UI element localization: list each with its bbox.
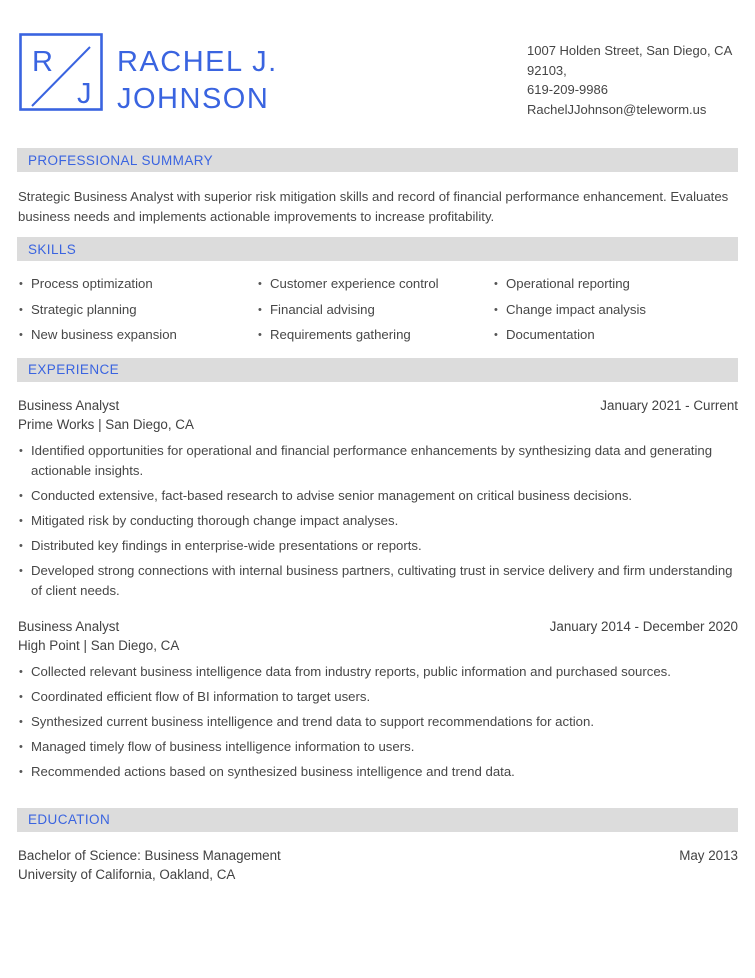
summary-text: Strategic Business Analyst with superior risk mitigation skills and record of financial performance enhancement. Evaluates business needs and implements actionable improvements to increase profitability. (18, 189, 729, 224)
job-bullet: • Conducted extensive, fact-based research to advise senior management on critical business decisions. (18, 486, 738, 506)
logo-letter-bottom: J (77, 78, 92, 110)
job-bullet: • Collected relevant business intelligence data from industry reports, public information and purchased sources. (18, 662, 738, 682)
skill-item: • Financial advising (257, 300, 493, 320)
skill-item: • Change impact analysis (493, 300, 738, 320)
skill-item: • Strategic planning (18, 300, 257, 320)
section-header-education: EDUCATION (17, 808, 738, 832)
candidate-name-line2: JOHNSON (117, 83, 270, 115)
education-entry (18, 846, 738, 885)
skill-column (18, 274, 257, 351)
education-date: May 2013 (679, 847, 738, 863)
monogram-logo (19, 33, 103, 111)
job-bullet: • Recommended actions based on synthesized business intelligence and trend data. (18, 762, 738, 782)
contact-block (527, 41, 732, 119)
section-header-skills: SKILLS (17, 237, 738, 261)
candidate-name-line1: RACHEL J. (117, 46, 278, 78)
job-title: Business Analyst (18, 397, 120, 413)
job-bullet: • Coordinated efficient flow of BI information to target users. (18, 687, 738, 707)
jobs-list (17, 396, 738, 782)
education-degree: Bachelor of Science: Business Management (18, 847, 281, 863)
skill-item: • Customer experience control (257, 274, 493, 294)
skill-column (493, 274, 738, 351)
section-header-experience: EXPERIENCE (17, 358, 738, 382)
skill-item: • Documentation (493, 325, 738, 345)
job-company: Prime Works | San Diego, CA (18, 416, 194, 432)
job-bullets (18, 662, 738, 782)
job-bullet: • Mitigated risk by conducting thorough change impact analyses. (18, 511, 738, 531)
job-bullets (18, 441, 738, 601)
job-title: Business Analyst (18, 618, 120, 634)
job-bullet: • Developed strong connections with internal business partners, cultivating trust in service delivery and firm understanding of client needs. (18, 561, 738, 601)
skill-item: • New business expansion (18, 325, 257, 345)
resume-body (17, 148, 738, 885)
contact-address-line2: 92103, (527, 62, 567, 78)
skill-item: • Operational reporting (493, 274, 738, 294)
job-entry (17, 617, 738, 782)
job-bullet: • Identified opportunities for operational and financial performance enhancements by synthesizing data and generating actionable insights. (18, 441, 738, 481)
job-head (18, 396, 738, 415)
skills-columns (18, 274, 738, 351)
job-head (18, 617, 738, 636)
job-company: High Point | San Diego, CA (18, 637, 180, 653)
skill-column (257, 274, 493, 351)
section-header-summary: PROFESSIONAL SUMMARY (17, 148, 738, 172)
logo-letter-top: R (32, 46, 53, 78)
contact-address-line1: 1007 Holden Street, San Diego, CA (527, 43, 733, 58)
job-bullet: • Managed timely flow of business intelligence information to users. (18, 737, 738, 757)
contact-phone: 619-209-9986 (527, 82, 608, 97)
job-bullet: • Synthesized current business intelligence and trend data to support recommendations for action. (18, 712, 738, 732)
candidate-name (117, 44, 278, 118)
skill-item: • Requirements gathering (257, 325, 493, 345)
job-dates: January 2014 - December 2020 (549, 618, 738, 634)
education-school: University of California, Oakland, CA (18, 866, 236, 882)
contact-email: RachelJJohnson@teleworm.us (527, 101, 707, 117)
job-dates: January 2021 - Current (600, 397, 738, 413)
job-bullet: • Distributed key findings in enterprise-wide presentations or reports. (18, 536, 738, 556)
skill-item: • Process optimization (18, 274, 257, 294)
job-entry (17, 396, 738, 601)
